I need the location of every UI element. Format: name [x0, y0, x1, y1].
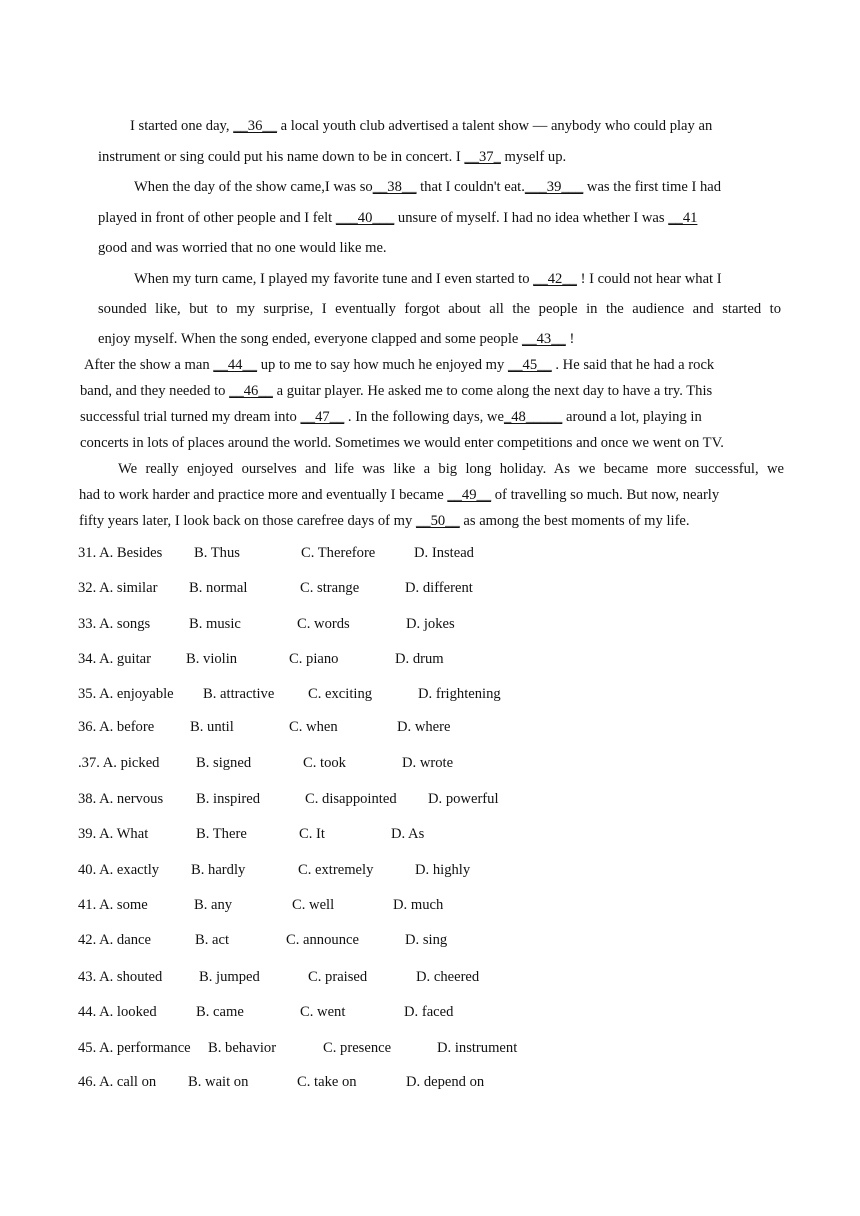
question-option-d: D. wrote	[402, 755, 454, 771]
question-option-c: C. take on	[297, 1074, 357, 1090]
question-option-c: C. It	[299, 826, 325, 842]
question-option-d: D. As	[391, 826, 425, 842]
question-option-a: .37. A. picked	[78, 755, 160, 771]
question-option-b: B. act	[195, 932, 230, 948]
passage-line	[79, 512, 690, 530]
question-option-a: 32. A. similar	[78, 580, 158, 596]
question-option-a: 36. A. before	[78, 719, 155, 735]
text: !	[565, 331, 575, 347]
text: After the show a man	[84, 357, 214, 373]
question-option-b: B. There	[196, 826, 247, 842]
text: I started one day,	[130, 118, 234, 134]
blank-43: __43__	[522, 331, 566, 347]
question-option-c: C. exciting	[308, 686, 373, 702]
text: unsure of myself. I had no idea whether I was	[394, 210, 669, 226]
question-option-a: 38. A. nervous	[78, 791, 164, 807]
passage-line	[134, 178, 721, 196]
question-option-c: C. disappointed	[305, 791, 397, 807]
question-option-d: D. Instead	[414, 545, 474, 561]
question-option-c: C. well	[292, 897, 335, 913]
question-option-a: 44. A. looked	[78, 1004, 157, 1020]
question-option-b: B. wait on	[188, 1074, 249, 1090]
question-option-d: D. powerful	[428, 791, 499, 807]
passage-line	[98, 330, 574, 348]
text: . In the following days, we	[344, 409, 504, 425]
question-option-a: 39. A. What	[78, 826, 149, 842]
question-option-d: D. drum	[395, 651, 444, 667]
question-option-d: D. frightening	[418, 686, 501, 702]
blank-37: __37_	[464, 149, 501, 165]
question-option-b: B. behavior	[208, 1040, 277, 1056]
blank-39: ___39___	[524, 179, 584, 195]
question-option-b: B. violin	[186, 651, 238, 667]
text: had to work harder and practice more and eventually I became	[79, 487, 448, 503]
passage-line	[98, 300, 781, 318]
question-option-c: C. announce	[286, 932, 359, 948]
blank-38: __38__	[372, 179, 417, 195]
text: successful trial turned my dream into	[80, 409, 301, 425]
question-option-b: B. Thus	[194, 545, 240, 561]
question-option-b: B. jumped	[199, 969, 260, 985]
question-option-b: B. any	[194, 897, 233, 913]
question-option-a: 31. A. Besides	[78, 545, 163, 561]
text: as among the best moments of my life.	[459, 513, 690, 529]
question-option-b: B. came	[196, 1004, 244, 1020]
passage-line	[80, 382, 712, 400]
blank-48: _48_____	[503, 409, 563, 425]
text: instrument or sing could put his name down to be in concert. I	[98, 149, 465, 165]
text: band, and they needed to	[80, 383, 230, 399]
blank-44: __44__	[213, 357, 258, 373]
text: was the first time I had	[583, 179, 722, 195]
question-option-c: C. Therefore	[301, 545, 376, 561]
text: When the day of the show came,I was so	[134, 179, 373, 195]
question-option-c: C. when	[289, 719, 338, 735]
blank-47: __47__	[300, 409, 345, 425]
question-option-c: C. took	[303, 755, 346, 771]
passage-line	[84, 356, 714, 374]
question-option-c: C. presence	[323, 1040, 392, 1056]
text: myself up.	[500, 149, 567, 165]
text: good and was worried that no one would like me.	[98, 240, 387, 256]
text: We really enjoyed ourselves and life was like a big long holiday. As we became more successful, we	[118, 461, 784, 477]
text: that I couldn't eat.	[416, 179, 525, 195]
passage-line	[98, 148, 566, 166]
question-option-b: B. normal	[189, 580, 248, 596]
question-option-d: D. instrument	[437, 1040, 518, 1056]
passage-line	[134, 270, 722, 288]
passage-line	[80, 434, 724, 452]
question-option-a: 45. A. performance	[78, 1040, 191, 1056]
text: up to me to say how much he enjoyed my	[257, 357, 508, 373]
text: around a lot, playing in	[562, 409, 702, 425]
question-option-a: 46. A. call on	[78, 1074, 157, 1090]
passage-line	[80, 408, 702, 426]
question-option-a: 43. A. shouted	[78, 969, 163, 985]
passage-line	[130, 117, 778, 135]
question-option-d: D. depend on	[406, 1074, 485, 1090]
question-option-d: D. jokes	[406, 616, 455, 632]
question-option-d: D. faced	[404, 1004, 454, 1020]
question-option-d: D. different	[405, 580, 473, 596]
text: . He said that he had a rock	[551, 357, 715, 373]
blank-49: __49__	[447, 487, 492, 503]
text: a guitar player. He asked me to come along the next day to have a try. This	[272, 383, 713, 399]
passage-line	[118, 460, 784, 478]
text: concerts in lots of places around the world. Sometimes we would enter competitions and once we went on TV.	[80, 435, 724, 451]
passage-line	[98, 239, 387, 257]
question-option-a: 35. A. enjoyable	[78, 686, 174, 702]
question-option-d: D. highly	[415, 862, 471, 878]
text: When my turn came, I played my favorite tune and I even started to	[134, 271, 534, 287]
question-option-b: B. hardly	[191, 862, 246, 878]
blank-46: __46__	[229, 383, 273, 399]
text: fifty years later, I look back on those carefree days of my	[79, 513, 416, 529]
question-option-b: B. signed	[196, 755, 252, 771]
blank-45: __45__	[507, 357, 552, 373]
blank-36: __36__	[233, 118, 277, 134]
text: of travelling so much. But now, nearly	[491, 487, 720, 503]
blank-42: __42__	[533, 271, 577, 287]
question-option-c: C. strange	[300, 580, 360, 596]
question-option-d: D. where	[397, 719, 451, 735]
question-option-d: D. cheered	[416, 969, 480, 985]
question-option-a: 34. A. guitar	[78, 651, 151, 667]
question-option-c: C. piano	[289, 651, 339, 667]
question-option-b: B. until	[190, 719, 234, 735]
blank-50: __50__	[415, 513, 460, 529]
question-option-b: B. attractive	[203, 686, 275, 702]
question-option-b: B. music	[189, 616, 241, 632]
question-option-d: D. sing	[405, 932, 448, 948]
question-option-a: 33. A. songs	[78, 616, 151, 632]
text: played in front of other people and I felt	[98, 210, 336, 226]
question-option-c: C. went	[300, 1004, 346, 1020]
question-option-c: C. extremely	[298, 862, 374, 878]
text: sounded like, but to my surprise, I eventually forgot about all the people in the audience and started to	[98, 301, 781, 317]
question-option-c: C. words	[297, 616, 350, 632]
question-option-a: 41. A. some	[78, 897, 148, 913]
blank-41: __41	[668, 210, 698, 226]
text: enjoy myself. When the song ended, everyone clapped and some people	[98, 331, 523, 347]
text: a local youth club advertised a talent show — anybody who could play an	[276, 118, 713, 134]
question-option-a: 42. A. dance	[78, 932, 151, 948]
question-option-b: B. inspired	[196, 791, 261, 807]
question-option-a: 40. A. exactly	[78, 862, 160, 878]
question-option-c: C. praised	[308, 969, 368, 985]
passage-line	[79, 486, 719, 504]
blank-40: ___40___	[335, 210, 395, 226]
passage-line	[98, 209, 697, 227]
text: ! I could not hear what I	[576, 271, 722, 287]
question-option-d: D. much	[393, 897, 444, 913]
